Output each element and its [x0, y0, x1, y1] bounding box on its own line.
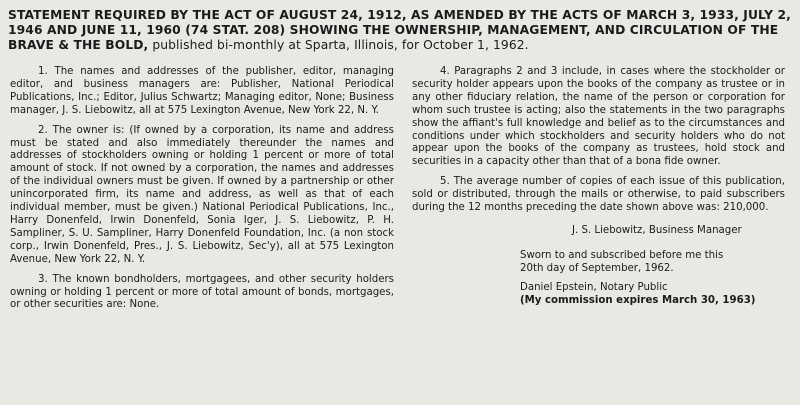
statement-title	[8, 8, 794, 53]
sworn-statement	[412, 250, 785, 276]
paragraph-3-bondholders: 3. The known bondholders, mortgagees, and other security holders owning or holding 1 percent or more of total amount of bonds, mortgages, or other securities are: None.	[10, 273, 394, 311]
paragraph-4-trustees: 4. Paragraphs 2 and 3 include, in cases where the stockholder or security holder appears upon the books of the company as trustee or in any other fiduciary relation, the name of the person or corporation for whom such trustee is acting; also the statements in the two paragraphs show the affiant's full knowledge and belief as to the circumstances and conditions under which stockholders and security holders who do not appear upon the books of the company as trustees, hold stock and securities in a capacity other than that of a bona fide owner.	[412, 66, 785, 168]
right-column	[412, 66, 785, 308]
title-bold-text: STATEMENT REQUIRED BY THE ACT OF AUGUST 24, 1912, AS AMENDED BY THE ACTS OF MARCH 3, 1933, JULY 2, 1946 AND JUNE 11, 1960 (74 STAT. 208) SHOWING THE OWNERSHIP, MANAGEMENT, AND CIRCULATION OF THE BRAVE & THE BOLD,	[8, 8, 791, 52]
paragraph-1-publisher-info: 1. The names and addresses of the publisher, editor, managing editor, and business managers are: Publisher, National Periodical Publications, Inc.; Editor, Julius Schwartz; Managing editor, None; Business manager, J. S. Liebowitz, all at 575 Lexington Avenue, New York 22, N. Y.	[10, 66, 394, 116]
paragraph-5-circulation: 5. The average number of copies of each issue of this publication, sold or distributed, through the mails or otherwise, to paid subscribers during the 12 months preceding the date shown above was: 210,000.	[412, 176, 785, 214]
sworn-line-1: Sworn to and subscribed before me this	[520, 249, 724, 261]
left-column	[10, 66, 394, 319]
business-manager-signature: J. S. Liebowitz, Business Manager	[572, 224, 742, 236]
notary-block	[412, 282, 785, 308]
title-publication-info: published bi-monthly at Sparta, Illinois, for October 1, 1962.	[148, 38, 529, 52]
paragraph-2-owners: 2. The owner is: (If owned by a corporation, its name and address must be stated and also immediately thereunder the names and addresses of stockholders owning or holding 1 percent or more of total amount of stock. If not owned by a corporation, the names and addresses of the individual owners must be given. If owned by a partnership or other unincorporated firm, its name and address, as well as that of each individual member, must be given.) National Periodical Publications, Inc., Harry Donenfeld, Irwin Donenfeld, Sonia Iger, J. S. Liebowitz, P. H. Sampliner, S. U. Sampliner, Harry Donenfeld Foundation, Inc. (a non stock corp., Irwin Donenfeld, Pres., J. S. Liebowitz, Sec'y), all at 575 Lexington Avenue, New York 22, N. Y.	[10, 124, 394, 265]
sworn-line-2: 20th day of September, 1962.	[520, 262, 674, 274]
notary-name: Daniel Epstein, Notary Public	[520, 281, 668, 293]
commission-expiry: (My commission expires March 30, 1963)	[520, 294, 756, 306]
